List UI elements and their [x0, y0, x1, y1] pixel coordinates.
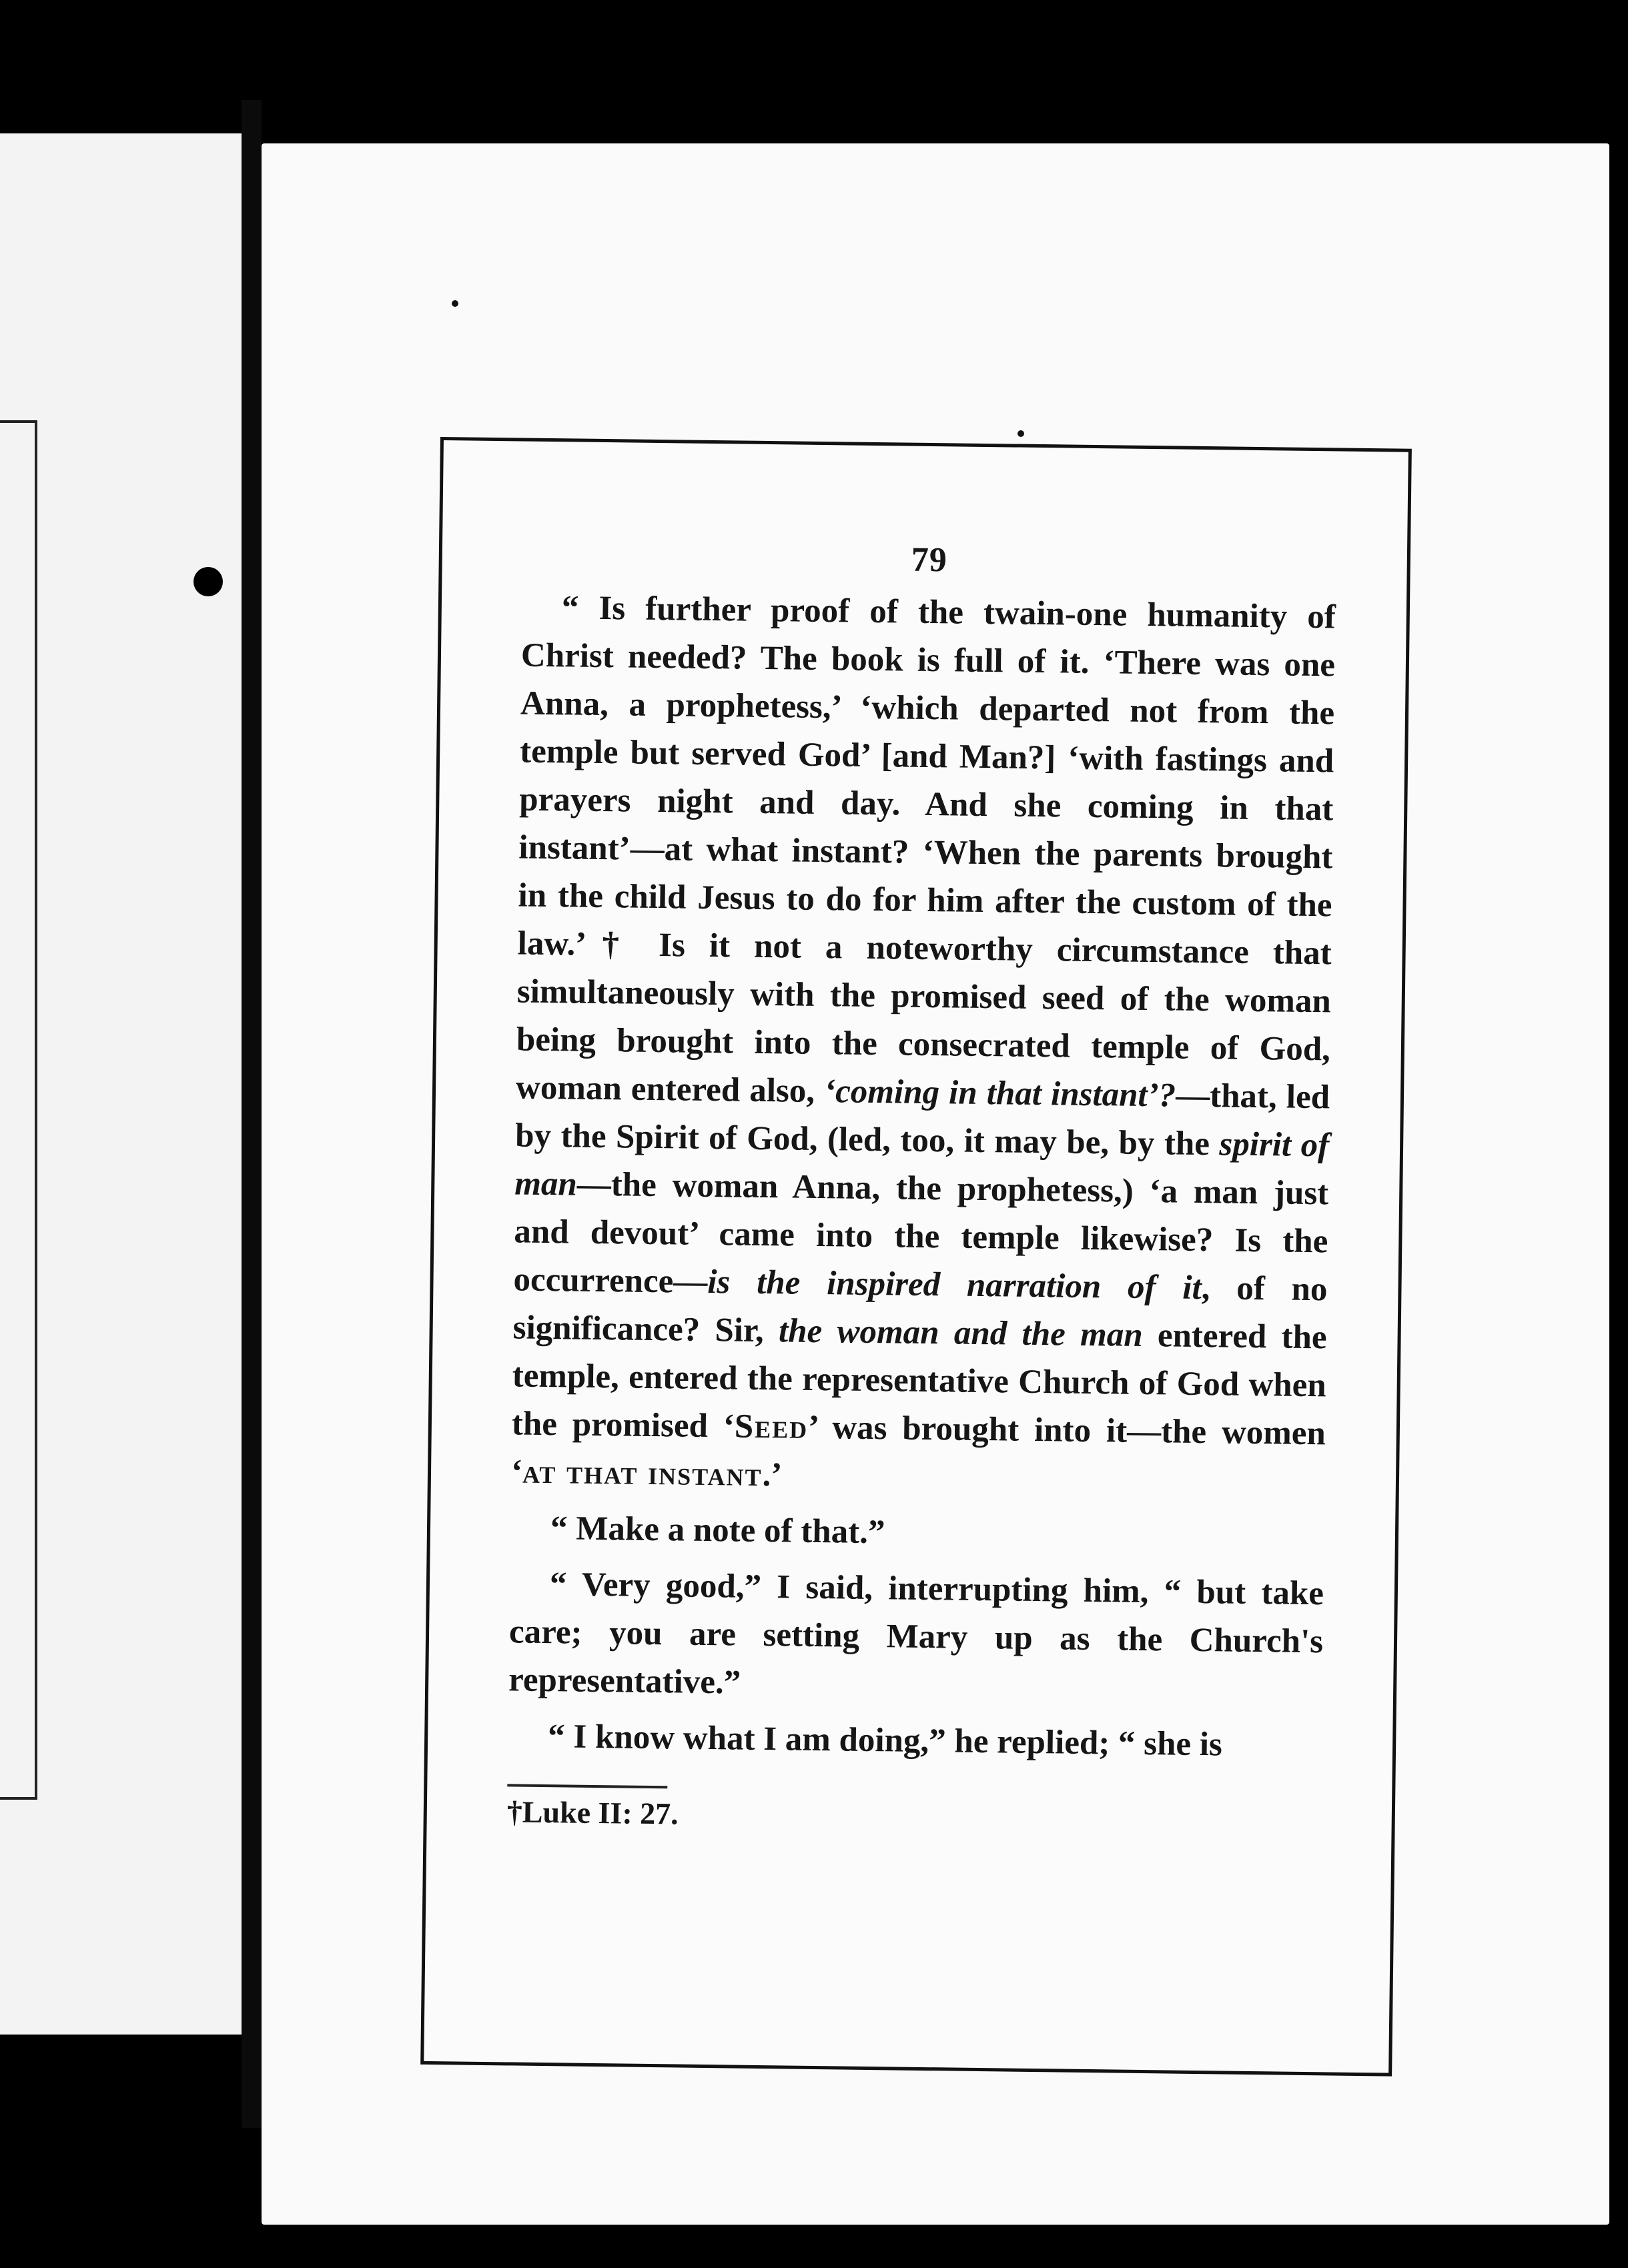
page-text — [506, 532, 1336, 1841]
book-gutter — [242, 100, 262, 2128]
text-segment-smallcaps: Seed — [734, 1407, 809, 1446]
page-border-frame — [420, 437, 1412, 2077]
text-segment: —that, led by the Spirit of God, (led, too, it may be, by the — [514, 1077, 1330, 1163]
text-segment: “ Make a note of that.” — [550, 1510, 885, 1552]
text-segment: “ I know what I am doing,” he replied; “ she is — [547, 1718, 1223, 1764]
book-page — [262, 143, 1609, 2225]
paragraph-2 — [510, 1504, 1325, 1562]
text-segment-italic: ‘coming in that instant’? — [823, 1073, 1176, 1115]
text-segment: entered the temple, entered the representative Church of God when the promised ‘ — [511, 1316, 1327, 1446]
footnote: †Luke II: 27. — [506, 1794, 679, 1831]
text-segment-italic: the woman and the man — [778, 1312, 1143, 1354]
text-segment: ’ was brought into it—the women ‘ — [510, 1408, 1326, 1491]
previous-page — [0, 133, 246, 2035]
speck — [1018, 430, 1024, 437]
paragraph-1 — [511, 584, 1336, 1506]
text-segment: “ Is further proof of the twain-one humanity of Christ needed? The book is full of it. ‘There was one Anna, a prophetess,’ ‘which departed not from the temple but served God’ [and Man?] ‘with fastings and prayers night and day. And she coming in that instant’—at what instant? ‘When the parents brought in the child Jesus to do for him after the custom of the law.’† Is it not a noteworthy circumstance that simultaneously with the promised seed of the woman being brought into the consecrated temple of God, woman entered also, — [515, 589, 1336, 1111]
text-segment: .’ — [762, 1456, 783, 1494]
text-segment-smallcaps: at that instant — [522, 1453, 763, 1494]
paragraph-3 — [508, 1560, 1324, 1714]
text-segment: —the woman Anna, the prophetess,) ‘a man just and devout’ came into the temple likewise? Is the occurrence— — [513, 1165, 1329, 1301]
page-number: 79 — [911, 540, 948, 580]
text-segment: , of no significance? Sir, — [512, 1269, 1328, 1350]
text-segment-italic: is the inspired narration of it — [707, 1263, 1202, 1307]
text-segment-italic: spirit of man — [514, 1125, 1330, 1203]
paragraph-4 — [508, 1712, 1322, 1770]
speck — [452, 300, 458, 307]
footnote-rule — [507, 1784, 667, 1788]
previous-page-frame — [0, 420, 37, 1800]
text-segment: “ Very good,” I said, interrupting him, “ but take care; you are setting Mary up as the Church's representative.” — [508, 1566, 1324, 1702]
